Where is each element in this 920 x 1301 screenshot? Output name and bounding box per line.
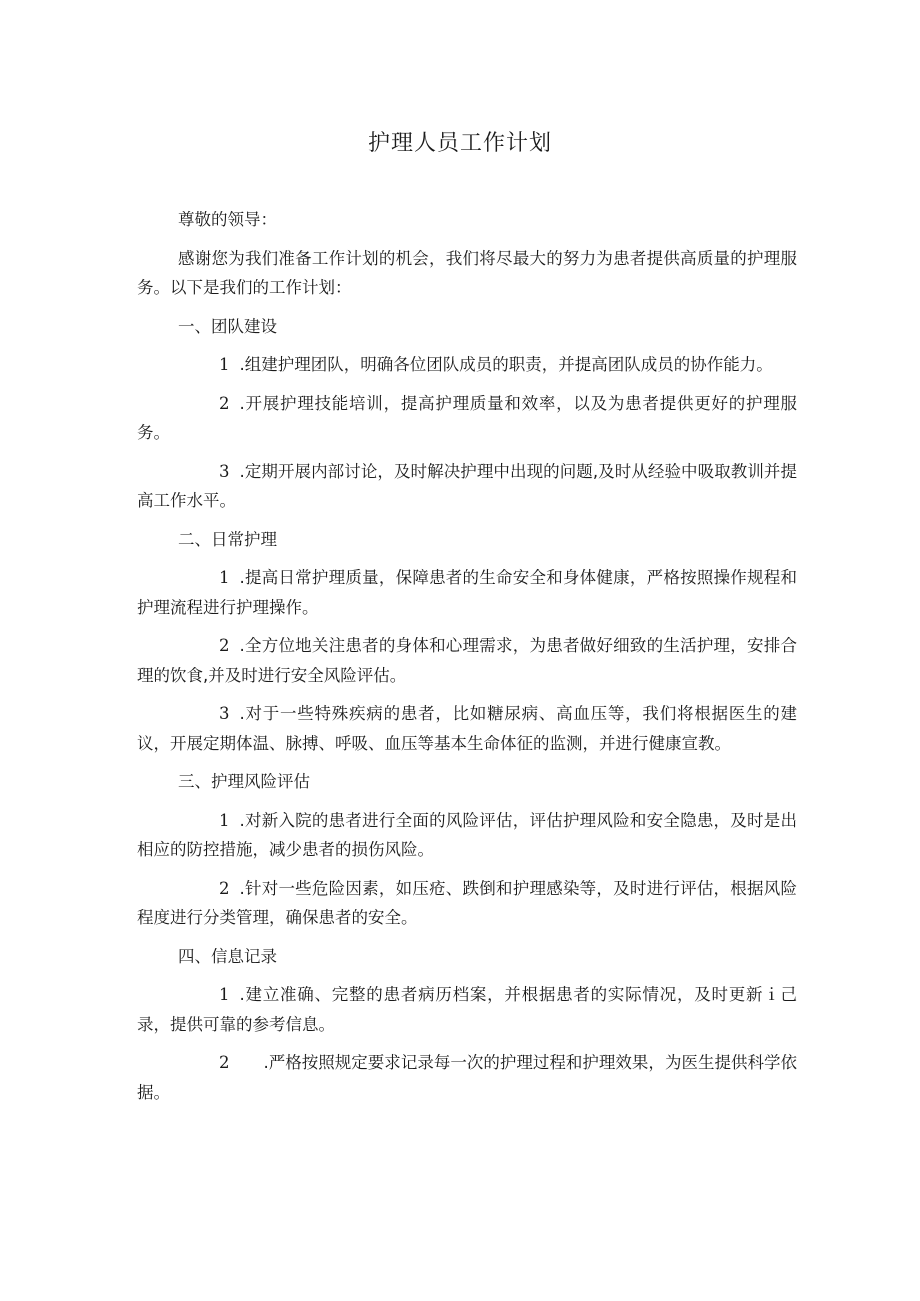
item-number: 1 xyxy=(219,810,230,830)
item-text: .对于一些特殊疾病的患者，比如糖尿病、高血压等，我们将根据医生的建议，开展定期体温、脉搏、呼吸、血压等基本生命体征的监测，并进行健康宣教。 xyxy=(137,704,797,753)
item-text: .严格按照规定要求记录每一次的护理过程和护理效果，为医生提供科学依据。 xyxy=(137,1053,797,1102)
section-heading: 一、团队建设 xyxy=(178,316,277,336)
item-number: 3 xyxy=(219,461,230,481)
list-item xyxy=(137,350,797,380)
item-number: 1 xyxy=(219,568,230,587)
list-item xyxy=(137,389,797,448)
list-item xyxy=(137,563,797,622)
item-number: 2 xyxy=(219,636,230,655)
item-number: 3 xyxy=(219,704,230,723)
item-number: 1 xyxy=(219,355,230,374)
item-text: .建立准确、完整的患者病历档案，并根据患者的实际情况，及时更新ｉ己录，提供可靠的参考信息。 xyxy=(137,985,797,1034)
item-text: .全方位地关注患者的身体和心理需求，为患者做好细致的生活护理，安排合理的饮食,并及时进行安全风险评估。 xyxy=(137,636,797,685)
list-item xyxy=(137,699,797,758)
document-body xyxy=(137,205,797,1116)
item-number: 1 xyxy=(219,985,230,1004)
item-text: .组建护理团队，明确各位团队成员的职责，并提高团队成员的协作能力。 xyxy=(239,355,773,374)
item-text: .定期开展内部讨论，及时解决护理中出现的问题,及时从经验中吸取教训并提高工作水平。 xyxy=(137,461,797,510)
item-number: 2 xyxy=(219,1053,230,1072)
document-title: 护理人员工作计划 xyxy=(367,131,552,156)
section-heading: 三、护理风险评估 xyxy=(178,772,310,791)
item-text: .开展护理技能培训，提高护理质量和效率，以及为患者提供更好的护理服务。 xyxy=(137,393,797,442)
section-heading: 四、信息记录 xyxy=(178,946,277,966)
item-text: .针对一些危险因素，如压疮、跌倒和护理感染等，及时进行评估，根据风险程度进行分类管理，确保患者的安全。 xyxy=(137,878,797,927)
intro-paragraph: 感谢您为我们准备工作计划的机会，我们将尽最大的努力为患者提供高质量的护理服务。以下是我们的工作计划： xyxy=(137,248,797,297)
list-item xyxy=(137,980,797,1039)
greeting: 尊敬的领导： xyxy=(178,210,277,229)
item-number: 2 xyxy=(219,393,230,413)
item-text: .对新入院的患者进行全面的风险评估，评估护理风险和安全隐患，及时是出相应的防控措施，减少患者的损伤风险。 xyxy=(137,810,797,859)
section-heading: 二、日常护理 xyxy=(178,529,277,549)
list-item xyxy=(137,874,797,933)
list-item xyxy=(137,631,797,690)
list-item xyxy=(137,806,797,865)
list-item xyxy=(137,457,797,516)
item-number: 2 xyxy=(219,878,230,898)
item-text: .提高日常护理质量，保障患者的生命安全和身体健康，严格按照操作规程和护理流程进行护理操作。 xyxy=(137,568,797,617)
list-item xyxy=(137,1048,797,1107)
